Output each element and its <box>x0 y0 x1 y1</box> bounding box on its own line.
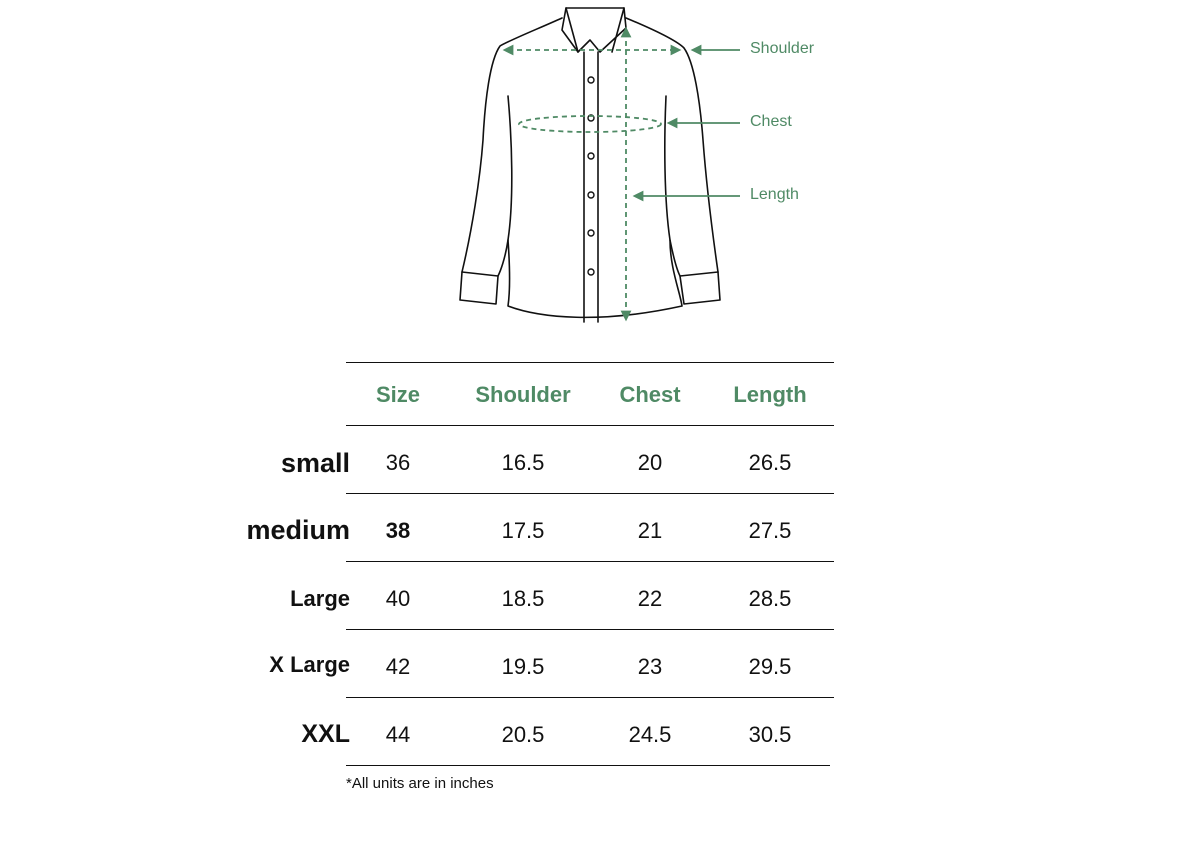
cell-chest: 22 <box>637 586 663 611</box>
cell-chest: 21 <box>637 518 663 543</box>
cell-chest: 23 <box>637 654 663 679</box>
header-length: Length <box>733 382 807 407</box>
row-label-medium: medium <box>246 515 350 545</box>
cell-shoulder: 16.5 <box>501 450 545 475</box>
cell-shoulder: 17.5 <box>501 518 545 543</box>
shoulder-callout-label: Shoulder <box>750 40 815 57</box>
table-rule <box>346 493 834 494</box>
shirt-button <box>588 77 594 83</box>
row-label-small: small <box>280 448 350 478</box>
cell-size: 36 <box>385 450 411 475</box>
cell-size: 42 <box>385 654 411 679</box>
shirt-button <box>588 192 594 198</box>
size-chart-table <box>230 362 840 782</box>
table-rule <box>346 362 834 363</box>
cell-size: 44 <box>385 722 411 747</box>
cell-size: 40 <box>385 586 411 611</box>
table-rule <box>346 697 834 698</box>
shirt-button <box>588 269 594 275</box>
shirt-button <box>588 230 594 236</box>
row-label-xxl: XXL <box>301 720 350 748</box>
table-rule <box>346 561 834 562</box>
cell-chest: 20 <box>637 450 663 475</box>
table-rule <box>346 629 834 630</box>
row-label-large: Large <box>290 586 350 611</box>
header-chest: Chest <box>619 382 681 407</box>
cell-size: 38 <box>385 518 411 543</box>
cell-length: 29.5 <box>748 654 792 679</box>
row-label-x-large: X Large <box>269 652 350 677</box>
cell-length: 27.5 <box>748 518 792 543</box>
cell-shoulder: 18.5 <box>501 586 545 611</box>
cell-length: 26.5 <box>748 450 792 475</box>
cell-shoulder: 19.5 <box>501 654 545 679</box>
cell-length: 28.5 <box>748 586 792 611</box>
cell-chest: 24.5 <box>628 722 672 747</box>
table-rule <box>346 765 830 766</box>
shirt-buttons <box>588 77 594 275</box>
units-footnote: *All units are in inches <box>346 775 494 792</box>
cell-length: 30.5 <box>748 722 792 747</box>
shirt-button <box>588 153 594 159</box>
cell-shoulder: 20.5 <box>501 722 545 747</box>
chest-callout-label: Chest <box>750 113 792 130</box>
length-callout-label: Length <box>750 186 799 203</box>
header-shoulder: Shoulder <box>475 382 571 407</box>
header-size: Size <box>375 382 421 407</box>
table-rule <box>346 425 834 426</box>
